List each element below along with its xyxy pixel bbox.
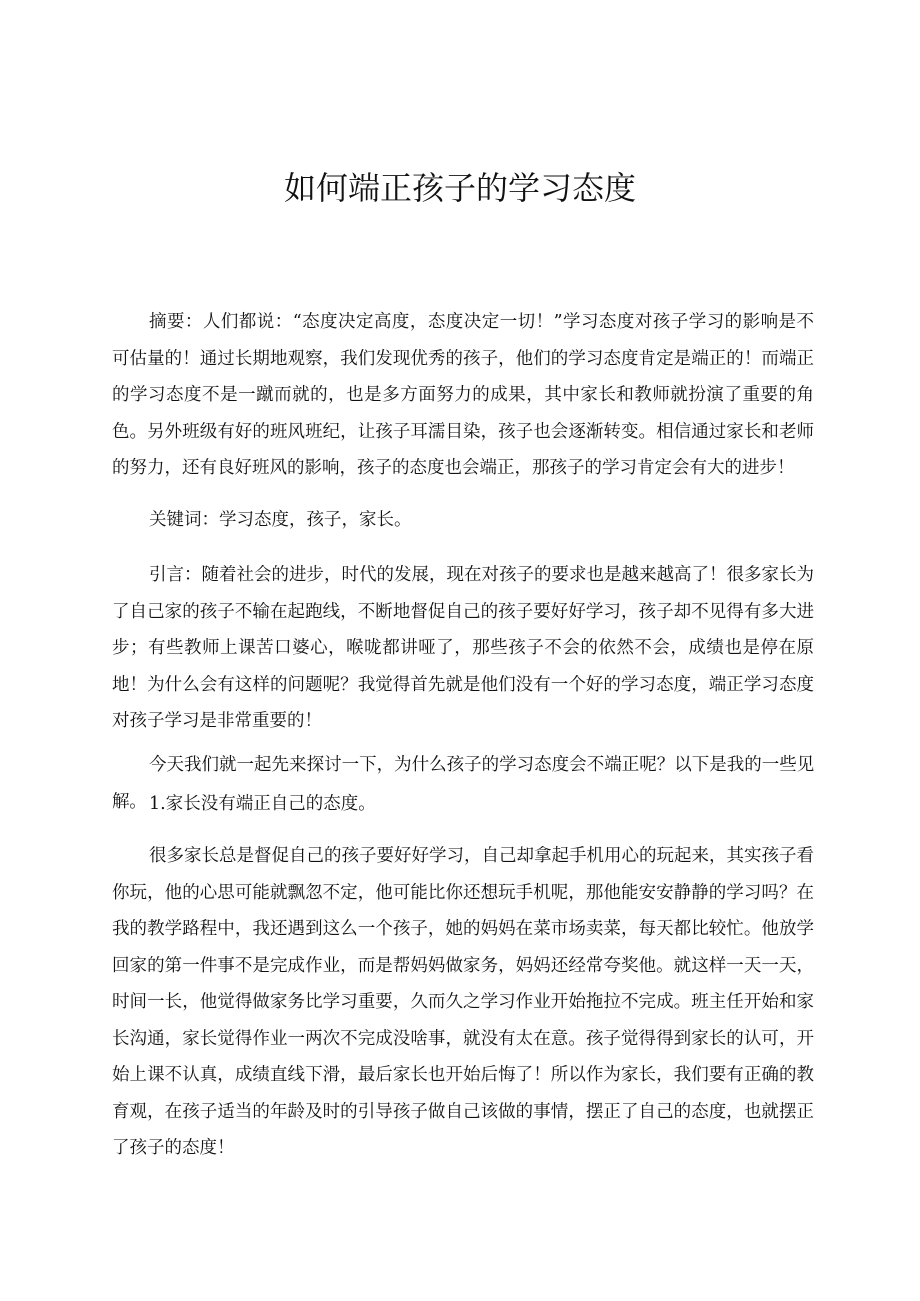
abstract-label: 摘要：	[149, 312, 203, 332]
introduction-paragraph	[112, 557, 814, 740]
keywords-label: 关键词：	[149, 510, 219, 530]
section-body-1: 很多家长总是督促自己的孩子要好好学习，自己却拿起手机用心的玩起来，其实孩子看你玩，他的心思可能就飘忽不定，他可能比你还想玩手机呢，那他能安安静静的学习吗？在我的教学路程中，我还遇到这么一个孩子，她的妈妈在菜市场卖菜，每天都比较忙。他放学回家的第一件事不是完成作业，而是帮妈妈做家务，妈妈还经常夸奖他。就这样一天一天，时间一长，他觉得做家务比学习重要，久而久之学习作业开始拖拉不完成。班主任开始和家长沟通，家长觉得作业一两次不完成没啥事，就没有太在意。孩子觉得得到家长的认可，开始上课不认真，成绩直线下滑，最后家长也开始后悔了！所以作为家长，我们要有正确的教育观，在孩子适当的年龄及时的引导孩子做自己该做的事情，摆正了自己的态度，也就摆正了孩子的态度！	[112, 846, 814, 1158]
keywords-text: 学习态度，孩子，家长。	[219, 510, 412, 530]
abstract-paragraph	[112, 304, 814, 487]
introduction-label: 引言：	[149, 565, 202, 585]
abstract-text: 人们都说：“态度决定高度，态度决定一切！”学习态度对孩子学习的影响是不可估量的！通过长期地观察，我们发现优秀的孩子，他们的学习态度肯定是端正的！而端正的学习态度不是一蹴而就的，也是多方面努力的成果，其中家长和教师就扮演了重要的角色。另外班级有好的班风班纪，让孩子耳濡目染，孩子也会逐渐转变。相信通过家长和老师的努力，还有良好班风的影响，孩子的态度也会端正，那孩子的学习肯定会有大的进步！	[112, 312, 815, 478]
transition-paragraph: 今天我们就一起先来探讨一下，为什么孩子的学习态度会不端正呢？以下是我的一些见解。	[112, 755, 814, 812]
section-heading-1: 1.家长没有端正自己的态度。	[149, 794, 376, 814]
page-title: 如何端正孩子的学习态度	[283, 169, 636, 207]
introduction-text: 随着社会的进步，时代的发展，现在对孩子的要求也是越来越高了！很多家长为了自己家的孩子不输在起跑线，不断地督促自己的孩子要好好学习，孩子却不见得有多大进步；有些教师上课苦口婆心，喉咙都讲哑了，那些孩子不会的依然不会，成绩也是停在原地！为什么会有这样的问题呢？我觉得首先就是他们没有一个好的学习态度，端正学习态度对孩子学习是非常重要的！	[112, 565, 814, 731]
keywords-paragraph	[112, 502, 814, 539]
